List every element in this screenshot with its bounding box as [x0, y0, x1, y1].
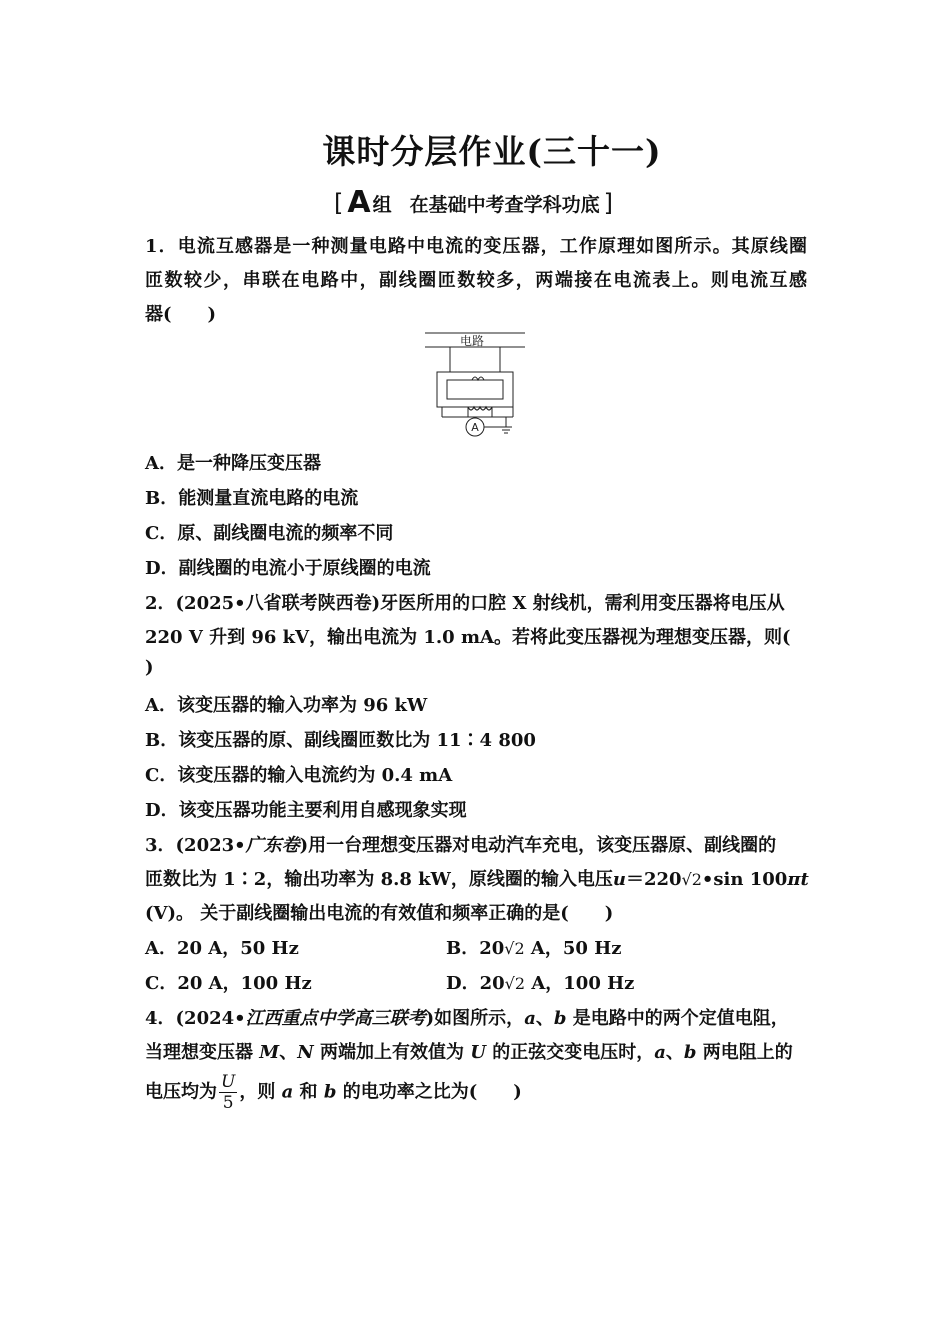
q3-option-a: A．20 A，50 Hz	[145, 938, 299, 959]
q4-line2-text-d: 两电阻上的	[696, 1042, 793, 1063]
q4-line2-text-b: 两端加上有效值为	[313, 1042, 471, 1063]
q3-sqrt: √2	[681, 870, 702, 889]
q4-line1	[145, 1004, 789, 1030]
q1-option-b: B．能测量直流电路的电流	[145, 488, 359, 509]
page-title: 课时分层作业(三十一)	[322, 132, 662, 171]
q4-line2-text-a: 当理想变压器	[145, 1042, 260, 1063]
q4-line1-text-a: )如图所示，	[425, 1008, 525, 1029]
q4-frac-den: 5	[219, 1092, 237, 1113]
group-title: 在基础中考查学科功底	[409, 193, 600, 216]
q3-option-c: C．20 A，100 Hz	[145, 973, 312, 994]
right-bracket: ]	[603, 189, 613, 217]
q3-dot: •	[234, 835, 246, 856]
q3-option-d	[446, 969, 634, 995]
q3-option-b-prefix: B．20	[446, 938, 505, 959]
q4-prefix: 4．(2024	[145, 1008, 235, 1029]
q4-frac-num: U	[221, 1072, 236, 1092]
q3-line3: (V)。 关于副线圈输出电流的有效值和频率正确的是( )	[145, 903, 614, 924]
q1-line1: 1．电流互感器是一种测量电路中电流的变压器，工作原理如图所示。其原线圈	[145, 236, 807, 257]
q4-dot: •	[234, 1008, 246, 1029]
q2-option-d: D．该变压器功能主要利用自感现象实现	[145, 800, 467, 821]
q2-option-c: C．该变压器的输入电流约为 0.4 mA	[145, 765, 453, 786]
q4-line2-sep: 、	[279, 1042, 298, 1063]
q3-line2	[145, 865, 809, 891]
q3-eq: ＝220	[625, 869, 682, 890]
group-label: 组	[372, 193, 392, 216]
q3-prefix: 3．(2023	[145, 835, 235, 856]
q4-var-b2: b	[683, 1042, 697, 1063]
q4-var-M: M	[259, 1042, 280, 1063]
q3-var-u: u	[612, 869, 626, 890]
q3-line1-text: )用一台理想变压器对电动汽车充电，该变压器原、副线圈的	[299, 835, 777, 856]
q1-option-a: A．是一种降压变压器	[145, 453, 321, 474]
group-letter: A	[347, 185, 371, 220]
q4-line3-text-a: 电压均为	[145, 1081, 217, 1103]
q2-prefix: 2．(2025	[145, 593, 235, 614]
q2-option-a: A．该变压器的输入功率为 96 kW	[145, 695, 428, 716]
q2-source: 八省联考陕西卷	[245, 593, 372, 614]
ammeter-label: A	[471, 421, 479, 434]
q3-line2-text: 匝数比为 1∶2，输出功率为 8.8 kW，原线圈的输入电压	[145, 869, 613, 890]
q4-var-a2: a	[654, 1042, 666, 1063]
q1-line3: 器( )	[145, 304, 217, 325]
q3-source: 广东卷	[245, 835, 300, 856]
q3-option-d-prefix: D．20	[446, 973, 505, 994]
q4-line1-text-b: 是电路中的两个定值电阻，	[566, 1008, 789, 1029]
q4-line3-text-b: ，则	[239, 1081, 282, 1103]
q4-fraction	[219, 1072, 237, 1113]
q1-option-c: C．原、副线圈电流的频率不同	[145, 523, 394, 544]
q4-line2-text-c: 的正弦交变电压时，	[485, 1042, 655, 1063]
section-header	[330, 185, 617, 220]
left-bracket: [	[334, 189, 344, 217]
q4-sep: 、	[535, 1008, 554, 1029]
q3-option-d-sqrt: √2	[504, 974, 526, 993]
q3-pi-t: πt	[787, 869, 809, 890]
q4-line3-text-c: 和	[293, 1081, 324, 1103]
q3-option-d-suffix: A，100 Hz	[525, 973, 635, 994]
q4-sep2: 、	[665, 1042, 684, 1063]
q4-source: 江西重点中学高三联考	[245, 1008, 426, 1029]
q4-line3	[145, 1072, 522, 1113]
q3-option-b-suffix: A，50 Hz	[524, 938, 622, 959]
q2-dot: •	[234, 593, 246, 614]
q4-line3-text-d: 的电功率之比为( )	[336, 1081, 522, 1103]
q2-line2: 220 V 升到 96 kV，输出电流为 1.0 mA。若将此变压器视为理想变压器，则(	[145, 627, 791, 648]
q1-line2: 匝数较少，串联在电路中，副线圈匝数较多，两端接在电流表上。则电流互感	[145, 270, 807, 291]
q3-line1	[145, 831, 776, 857]
diagram-circuit-label: 电路	[459, 334, 485, 348]
q2-line3: )	[145, 657, 154, 678]
q3-sin: •sin 100	[701, 869, 788, 890]
q1-option-d: D．副线圈的电流小于原线圈的电流	[145, 558, 431, 579]
q4-var-N: N	[297, 1042, 314, 1063]
q4-var-a: a	[524, 1008, 536, 1029]
q4-var-U: U	[470, 1042, 486, 1063]
current-transformer-diagram	[420, 325, 530, 440]
q4-var-b: b	[553, 1008, 567, 1029]
q4-line2	[145, 1038, 793, 1064]
q4-var-b3: b	[323, 1081, 337, 1103]
q2-line1	[145, 589, 785, 615]
q3-option-b	[446, 934, 621, 960]
q3-option-b-sqrt: √2	[504, 939, 525, 958]
q2-option-b: B．该变压器的原、副线圈匝数比为 11∶4 800	[145, 730, 536, 751]
q2-line1-text: )牙医所用的口腔 X 射线机，需利用变压器将电压从	[371, 593, 785, 614]
q4-var-a3: a	[281, 1081, 294, 1103]
